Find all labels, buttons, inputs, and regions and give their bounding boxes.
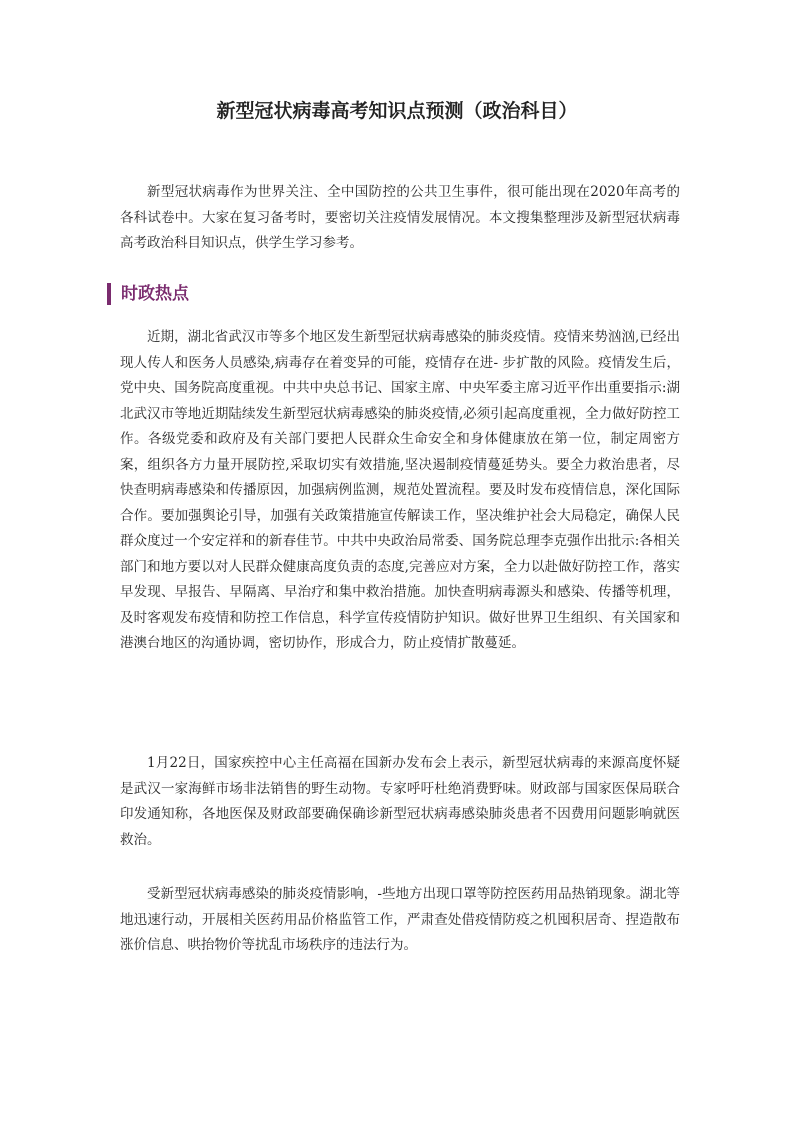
body-paragraph: 近期，湖北省武汉市等多个地区发生新型冠状病毒感染的肺炎疫情。疫情来势汹汹,已经出现人传人和医务人员感染,病毒存在着变异的可能，疫情存在进- 步扩散的风险。疫情发生后，党中央、国务院高度重视。中共中央总书记、国家主席、中央军委主席习近平作出重要指示:湖北武汉市等地近期陆续发生新型冠状病毒感染的肺炎疫情,必须引起高度重视，全力做好防控工作。各级党委和政府及有关部门要把人民群众生命安全和身体健康放在第一位，制定周密方案，组织各方力量开展防控,采取切实有效措施,坚决遏制疫情蔓延势头。要全力救治患者，尽快查明病毒感染和传播原因，加强病例监测，规范处置流程。要及时发布疫情信息，深化国际合作。要加强舆论引导，加强有关政策措施宣传解读工作，坚决维护社会大局稳定，确保人民群众度过一个安定祥和的新春佳节。中共中央政治局常委、国务院总理李克强作出批示:各相关部门和地方要以对人民群众健康高度负责的态度,完善应对方案，全力以赴做好防控工作，落实早发现、早报告、早隔离、早治疗和集中救治措施。加快查明病毒源头和感染、传播等机理，及时客观发布疫情和防控工作信息，科学宣传疫情防护知识。做好世界卫生组织、有关国家和港澳台地区的沟通协调，密切协作，形成合力，防止疫情扩散蔓延。 [120,329,680,651]
section-heading [107,282,189,306]
section-heading-label: 时政热点 [121,284,189,304]
section-accent-bar [107,283,111,305]
body-paragraph: 受新型冠状病毒感染的肺炎疫情影响，-些地方出现口罩等防控医药用品热销现象。湖北等地迅速行动，开展相关医药用品价格监管工作，严肃查处借疫情防疫之机囤积居奇、捏造散布涨价信息、哄抬物价等扰乱市场秩序的违法行为。 [120,886,680,953]
intro-paragraph: 新型冠状病毒作为世界关注、全中国防控的公共卫生事件，很可能出现在2020年高考的各科试卷中。大家在复习备考时，要密切关注疫情发展情况。本文搜集整理涉及新型冠状病毒高考政治科目知识点，供学生学习参考。 [120,184,680,251]
document-title: 新型冠状病毒高考知识点预测（政治科目） [216,100,578,122]
body-paragraph: 1月22日，国家疾控中心主任高福在国新办发布会上表示，新型冠状病毒的来源高度怀疑是武汉一家海鲜市场非法销售的野生动物。专家呼吁杜绝消费野味。财政部与国家医保局联合印发通知称，各地医保及财政部要确保确诊新型冠状病毒感染肺炎患者不因费用问题影响就医救治。 [120,755,680,848]
